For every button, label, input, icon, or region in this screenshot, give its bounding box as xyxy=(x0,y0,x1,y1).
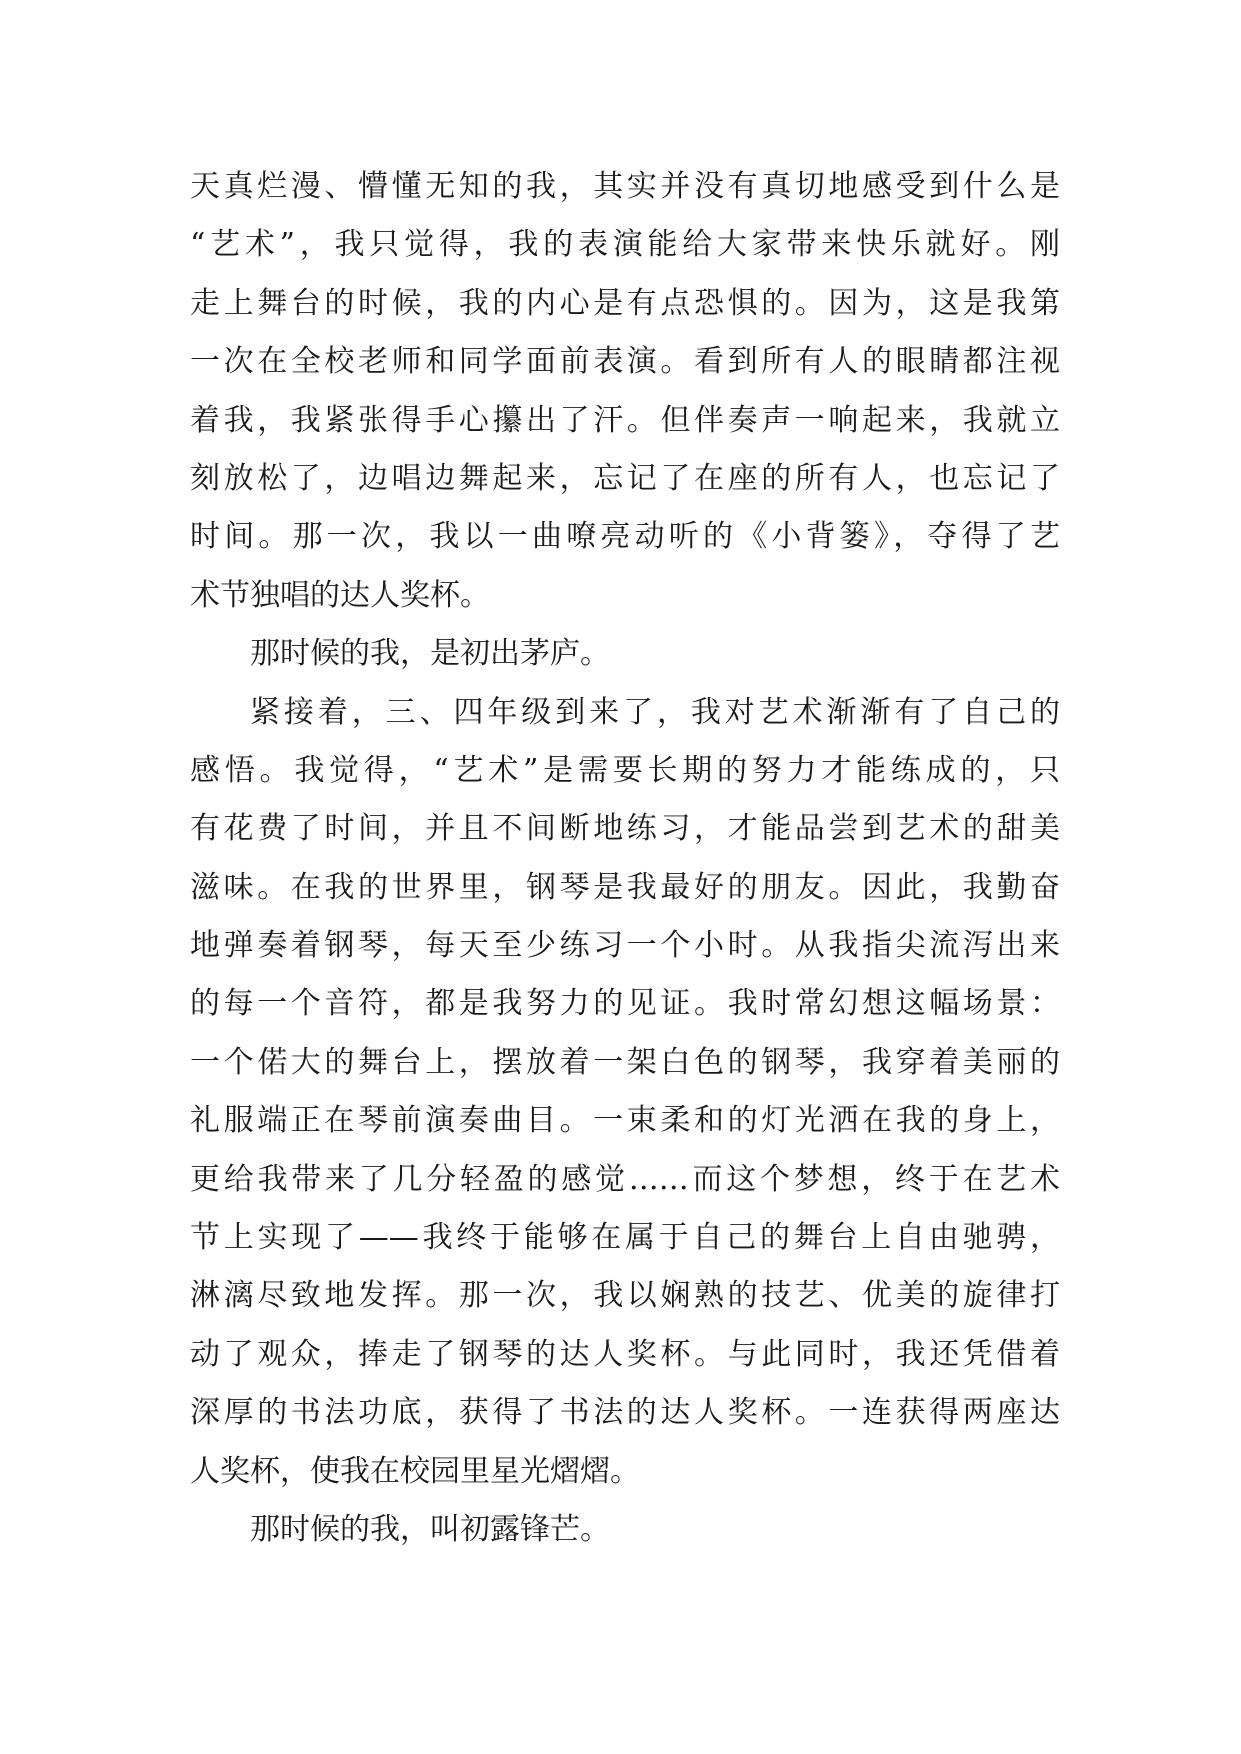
text-line: 的每一个音符，都是我努力的见证。我时常幻想这幅场景： xyxy=(190,986,1060,1022)
text-line: 地弹奏着钢琴，每天至少练习一个小时。从我指尖流泻出来 xyxy=(190,928,1060,964)
text-line: 那时候的我，是初出茅庐。 xyxy=(250,636,610,672)
text-line: 深厚的书法功底，获得了书法的达人奖杯。一连获得两座达 xyxy=(190,1395,1060,1431)
text-line: “艺术”，我只觉得，我的表演能给大家带来快乐就好。刚 xyxy=(190,227,1060,263)
text-line: 走上舞台的时候，我的内心是有点恐惧的。因为，这是我第 xyxy=(190,285,1060,321)
text-line: 感悟。我觉得，“艺术”是需要长期的努力才能练成的，只 xyxy=(190,752,1060,788)
text-line: 时间。那一次，我以一曲嘹亮动听的《小背篓》，夺得了艺 xyxy=(190,519,1060,555)
text-line: 节上实现了——我终于能够在属于自己的舞台上自由驰骋， xyxy=(190,1220,1060,1256)
text-line: 一次在全校老师和同学面前表演。看到所有人的眼睛都注视 xyxy=(190,344,1060,380)
text-line: 着我，我紧张得手心攥出了汗。但伴奏声一响起来，我就立 xyxy=(190,402,1060,438)
body-text xyxy=(190,158,1060,1559)
text-line: 紧接着，三、四年级到来了，我对艺术渐渐有了自己的 xyxy=(250,694,1060,730)
text-line: 一个偌大的舞台上，摆放着一架白色的钢琴，我穿着美丽的 xyxy=(190,1044,1060,1080)
text-line: 动了观众，捧走了钢琴的达人奖杯。与此同时，我还凭借着 xyxy=(190,1336,1060,1372)
text-line: 淋漓尽致地发挥。那一次，我以娴熟的技艺、优美的旋律打 xyxy=(190,1278,1060,1314)
text-line: 天真烂漫、懵懂无知的我，其实并没有真切地感受到什么是 xyxy=(190,169,1060,204)
text-line: 术节独唱的达人奖杯。 xyxy=(190,577,490,613)
text-line: 那时候的我，叫初露锋芒。 xyxy=(250,1511,610,1547)
text-line: 礼服端正在琴前演奏曲目。一束柔和的灯光洒在我的身上， xyxy=(190,1103,1060,1139)
text-line: 更给我带来了几分轻盈的感觉……而这个梦想，终于在艺术 xyxy=(190,1161,1060,1197)
text-line: 刻放松了，边唱边舞起来，忘记了在座的所有人，也忘记了 xyxy=(190,460,1060,496)
text-line: 人奖杯，使我在校园里星光熠熠。 xyxy=(190,1453,640,1489)
text-line: 有花费了时间，并且不间断地练习，才能品尝到艺术的甜美 xyxy=(190,811,1060,847)
text-line: 滋味。在我的世界里，钢琴是我最好的朋友。因此，我勤奋 xyxy=(190,869,1060,905)
